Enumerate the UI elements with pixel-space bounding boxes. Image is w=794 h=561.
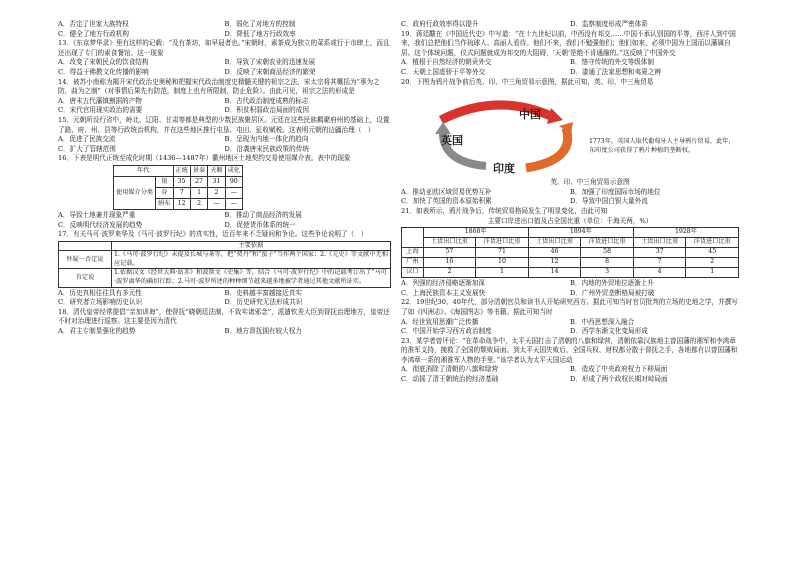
q15-option-c: C．扩大了管辖范围 <box>58 144 116 153</box>
table-cell: 14 <box>528 268 581 278</box>
q13-option-b: B．导致了宋朝农业的迅速发展 <box>224 58 316 67</box>
triangle-trade-diagram <box>401 90 739 178</box>
q13-stem: 13．《东京梦华录》里有这样的记载：“及有茶坊，如早晨者也。”宋朝时，素茶成为独立的菜系或行于市肆上，而且还出现了专门的素食餐馆。这一现象 <box>58 39 390 57</box>
q13-option-c: C．得益于佛教文化传播的影响 <box>58 67 149 76</box>
q22-option-c: C．中国开始学习西方政治制度 <box>401 327 492 336</box>
q16-option-b: B．推动了商品经济的发展 <box>224 210 302 219</box>
q13-options <box>58 58 391 77</box>
table-row-label: 绢布 <box>156 198 173 209</box>
q18-option-d: D．监察制度形成严密体系 <box>570 20 648 28</box>
q18-option-a: A．君主专制显强化的趋势 <box>58 327 136 336</box>
table-cell: 1 <box>190 187 207 198</box>
q14-option-d: D．积贫积弱政治局面的成因 <box>224 106 309 115</box>
q13-option-a: A．改变了宋朝民众的饮食结构 <box>58 58 149 67</box>
table-cell: 1 <box>476 268 529 278</box>
table-cell: 3 <box>581 268 634 278</box>
q12-options <box>58 20 391 39</box>
table-year-header: 1868年 <box>423 228 528 238</box>
q19-option-c: C．天朝上国虚骄于平等外交 <box>401 67 486 76</box>
india-britain-arrowhead <box>435 122 451 134</box>
q12-option-d: D．降低了地方行政效率 <box>224 29 296 38</box>
table-cell: — <box>225 198 242 209</box>
table-cell: 1.依据汉文《经世大典·站赤》和波斯文《史集》等，结合《马可·波罗行纪》中的记载考订出了“马可·波罗离华的确切行踪；2.马可·波罗所述的种种细节越来越多地被学者通过其他文献所证实。 <box>112 269 391 287</box>
table-cell: 12 <box>528 258 581 268</box>
table-row-label: 银 <box>156 176 173 187</box>
q16-stem: 16．下表是明代正统至成化时期（1436—1487年）徽州地区土地契约交易使用媒介表。表中的现象 <box>58 154 351 163</box>
q13-option-d: D．反映了宋朝商品经济的繁荣 <box>224 67 316 76</box>
table-cell: 46 <box>528 248 581 258</box>
diagram-caption: 英、印、中三角贸易示意图 <box>550 178 630 187</box>
q20-option-b: B．加强了印度国际市场的地位 <box>570 187 661 196</box>
table-sub-header: 土货出口比重 <box>528 238 581 248</box>
india-china-arrow <box>526 128 568 168</box>
table-cell: 2 <box>423 268 476 278</box>
table-cell: 45 <box>686 248 739 258</box>
q18-option-c: C．政府行政效率得以提升 <box>401 20 479 28</box>
britain-china-arrowhead <box>547 108 563 124</box>
table-year-header: 1928年 <box>633 228 738 238</box>
table-header-cell: 天顺 <box>208 165 225 176</box>
table-cell: 27 <box>190 176 207 187</box>
table-cell: 2 <box>190 198 207 209</box>
q19-stem: 19．蒋廷黻在《中国近代史》中写道：“在十九世纪以前，中西没有邦交……中国不承认别国的平等，西洋人到中国来，我们总把他们当作琉球人、高丽人看待。他们不来，我们不勉强他们；他们如来，必须中国为上国而以藩属自居。这个体统问题，仪式问题就成为邦交的大阻碍，‘天朝’是绝不肯通融的。”这反映了中国外交 <box>401 29 736 57</box>
q17-option-c: C．研究者立场影响历史认识 <box>58 298 143 307</box>
q20-option-c: C．加快了英国的资本原始积累 <box>401 197 492 206</box>
q14-stem: 14．被苏小南称为揭开宋代政治史奥秘和把握宋代政治制度史精髓关键的祖宗之法，宋太宗将其概括为“事为之防，曲为之制”（对事情后果先有防范，制度上也有所限制，防止危险）。由此可见，祖宗之法的形成是 <box>58 77 380 96</box>
q23-option-b: B．造成了中央政府权力下移局面 <box>570 365 668 374</box>
table-cell: 35 <box>173 176 190 187</box>
q17-options <box>58 289 391 308</box>
q16-options <box>58 211 391 230</box>
q16-option-d: D．促使货币体系的统一 <box>224 220 296 229</box>
q22-options <box>401 318 739 337</box>
q19-options <box>401 58 739 77</box>
q22-option-a: A．经世致用思潮广泛传播 <box>401 317 479 326</box>
table-sub-header: 土货出口比重 <box>633 238 686 248</box>
table-header-cell: 景泰 <box>190 165 207 176</box>
q14-option-b: B．古代政治制度成熟的标志 <box>224 96 309 105</box>
q21-options <box>401 279 739 298</box>
q22-option-d: D．西学东渐文化变局形成 <box>570 327 648 336</box>
q21-stem: 21．如表所示，鸦片战争后，传统贸易格局发生了明显变化，由此可知 <box>401 206 608 215</box>
q14-options <box>58 97 391 116</box>
triangle-trade-svg <box>401 90 641 178</box>
diagram-note: 1773年，英国人取代葡萄牙人主导鸦片贸易，此年，东印度公司获得了鸦片种植的垄断权。 <box>589 138 735 154</box>
table-year-header: 1894年 <box>528 228 633 238</box>
table-cell: 90 <box>225 176 242 187</box>
q15-stem: 15．元朝所设行省中，岭北、辽阳、甘肃等都是典型的少数民族聚居区。元廷在这些民族羁縻府州的基础上，设置了路、府、州、县等行政统治机构，并在这些地区推行屯垦、屯田、征收赋税。这表明元朝的边疆治理（ ） <box>58 115 390 134</box>
q14-option-c: C．宋代官用现实政治的需要 <box>58 106 143 115</box>
right-column <box>401 20 739 385</box>
q23-options <box>401 365 739 384</box>
diagram-label-britain: 英国 <box>441 134 463 148</box>
q15-option-a: A．促进了民族交流 <box>58 135 116 144</box>
table-sub-header: 洋货进口比重 <box>686 238 739 248</box>
table-cell: 57 <box>423 248 476 258</box>
table-cell: 7 <box>633 258 686 268</box>
q18-option-b: B．地方督抚拥有较大权力 <box>224 327 302 336</box>
q20-option-d: D．导致中国白银大量外流 <box>570 197 648 206</box>
q15-option-b: B．呈现为内地一体化的趋向 <box>224 135 309 144</box>
table-cell: 1 <box>686 268 739 278</box>
q18-stem: 18．清代皇帝经常提倡“亲加训诲”，使督抚“晓朝廷法制，不致实诸邪念”，派遣钦差大臣到督抚治理地方，皇帝还不时对治理进行巡察。这主要是因为清代 <box>58 307 390 326</box>
table-header-cell: 年代 <box>114 165 174 176</box>
q12-option-c: C．健全了地方行政机构 <box>58 29 129 38</box>
q23-option-d: D．形成了两个政权长期对峙局面 <box>570 375 668 384</box>
table-corner-cell <box>59 241 112 251</box>
table-group-cell: 使用媒介分类 <box>114 176 156 209</box>
table-cell: 2 <box>208 187 225 198</box>
table-header-cell: 主要依据 <box>112 241 391 251</box>
table-cell: 16 <box>423 258 476 268</box>
table-cell: — <box>208 198 225 209</box>
table-cell: 2 <box>686 258 739 268</box>
q20-stem: 20．下图为鸦片战争前后英、印、中三角贸易示意图，据此可知，英、印、中三角贸易 <box>401 77 654 86</box>
q17-option-b: B．史料越丰富越接近真实 <box>224 288 302 297</box>
table-cell: 10 <box>476 258 529 268</box>
table-cell: — <box>225 187 242 198</box>
q21-table <box>401 227 739 278</box>
q23-option-c: C．动摇了清王朝统治的经济基础 <box>401 375 499 384</box>
table-row-label: 肯定说 <box>59 269 112 287</box>
diagram-label-india: 印度 <box>493 162 515 176</box>
table-cell: 7 <box>173 187 190 198</box>
q17-stem: 17．有关马可·波罗来华及《马可·波罗行纪》的真实性，近百年来不乏疑问和争论。这些争论说明了（ ） <box>58 230 368 239</box>
table-cell: 1.《马可·波罗行纪》未提及长城与茶等，把“契丹”和“蛮子”当作两个国家；2.《元史》等文献中无相应记载。 <box>112 251 391 269</box>
table-cell: 58 <box>581 248 634 258</box>
q12-option-a: A．否定了世家大族特权 <box>58 20 129 28</box>
q17-option-a: A．历史真相往往具有多元性 <box>58 288 142 297</box>
table-row-label: 上海 <box>402 248 424 258</box>
q18-options-ab <box>58 327 391 337</box>
q21-table-title: 主要口岸进出口值及占全国比重（单位：千海关两，%） <box>487 216 653 225</box>
q21-option-a: A．列强的经济侵略逐渐加深 <box>401 279 485 288</box>
q19-option-a: A．植根于自然经济的朝贡外交 <box>401 58 492 67</box>
table-sub-header: 洋货进口比重 <box>476 238 529 248</box>
left-column <box>58 20 391 337</box>
table-row-label: 谷 <box>156 187 173 198</box>
table-cell: 4 <box>633 268 686 278</box>
table-sub-header: 土货出口比重 <box>423 238 476 248</box>
q19-option-d: D．漆通了法家思想和夷夏之辨 <box>570 67 662 76</box>
q16-option-a: A．导致土地兼并现象严重 <box>58 210 136 219</box>
q21-option-b: B．内地的外贸地位逐渐上升 <box>570 279 654 288</box>
q23-stem: 23．某学者曾评论：“在革命战争中，太平天国打击了清朝的八旗和绿营，清朝依靠汉族地主曾国藩的湘军和李鸿章的淮军支持，挽救了全国的颓败局面。到太平天国失败后，全国兵权、财权都分散于督抚之手，各地都有以曾国藩和李鸿章一系的湘淮军人物的手里。”该学者认为太平天国运动 <box>401 336 738 364</box>
table-row-label: 怀疑一否定说 <box>59 251 112 269</box>
q16-table <box>113 165 243 210</box>
q20-options <box>401 188 739 207</box>
q14-option-a: A．唐末五代藩镇割据的产物 <box>58 96 142 105</box>
q12-option-b: B．弱化了对地方的控制 <box>224 20 296 28</box>
table-cell: 8 <box>581 258 634 268</box>
table-sub-header: 洋货进口比重 <box>581 238 634 248</box>
table-cell: 71 <box>476 248 529 258</box>
q17-table <box>58 241 391 288</box>
q20-option-a: A．推动亚欧区域贸易优势互补 <box>401 187 492 196</box>
diagram-label-china: 中国 <box>519 108 541 122</box>
q21-option-d: D．广州外贸垄断格局被打破 <box>570 288 655 297</box>
table-row-label: 汉口 <box>402 268 424 278</box>
table-cell: 12 <box>173 198 190 209</box>
q19-option-b: B．恪守传统的外交等级体制 <box>570 58 654 67</box>
q15-options <box>58 135 391 154</box>
q18-options-cd <box>401 20 739 30</box>
q22-option-b: B．中西思想深入融合 <box>570 317 635 326</box>
table-row-label: 广州 <box>402 258 424 268</box>
q22-stem: 22．19世纪30、40年代，部分清朝官员和读书人开始研究西方。据此可知当时官员批判的立场的史地之学，并撰写了如《四洲志》、《海国图志》等书籍。据此可知当时 <box>401 298 738 316</box>
q21-option-c: C．上海民族资本主义发展快 <box>401 288 486 297</box>
table-corner-cell <box>402 228 424 248</box>
q23-option-a: A．彻底消除了清朝的八旗和绿营 <box>401 365 499 374</box>
table-cell: 31 <box>208 176 225 187</box>
table-header-cell: 正统 <box>173 165 190 176</box>
table-cell: 37 <box>633 248 686 258</box>
table-header-cell: 成化 <box>225 165 242 176</box>
q16-option-c: C．反映明代经济发展的趋势 <box>58 220 143 229</box>
q17-option-d: D．历史研究无法形成共识 <box>224 298 303 307</box>
q15-option-d: D．沿袭唐宋民族政策的传统 <box>224 144 309 153</box>
